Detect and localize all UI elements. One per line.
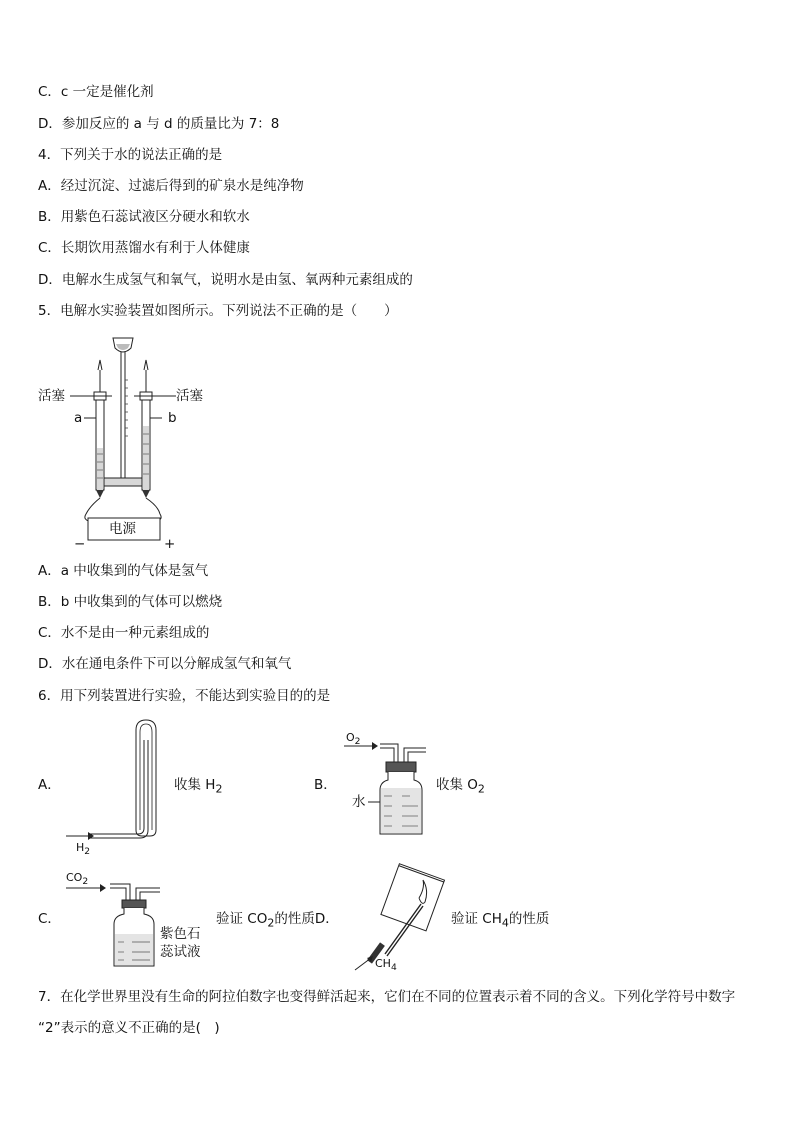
option-b-caption: 收集 $O_2$ — [436, 777, 485, 796]
question-7-line2: “2”表示的意义不正确的是( ) — [38, 1020, 220, 1036]
positive-terminal: + — [164, 536, 176, 552]
option-4d: D．电解水生成氢气和氧气，说明水是由氢、氧两种元素组成的 — [38, 272, 413, 288]
option-5a: A．a 中收集到的气体是氢气 — [38, 563, 209, 579]
apparatus-c — [30, 866, 360, 976]
option-a-caption: 收集 $H_2$ — [174, 777, 223, 796]
option-5d: D．水在通电条件下可以分解成氢气和氧气 — [38, 656, 292, 672]
water-label: 水 — [352, 794, 366, 810]
stopcock-label-left: 活塞 — [38, 388, 65, 404]
option-4a: A．经过沉淀、过滤后得到的矿泉水是纯净物 — [38, 178, 304, 194]
apparatus-d — [345, 858, 575, 978]
litmus-label-line2: 蕊试液 — [160, 944, 201, 960]
apparatus-b — [310, 728, 510, 848]
option-5c: C．水不是由一种元素组成的 — [38, 625, 210, 641]
tube-b-label: b — [168, 410, 177, 426]
option-c-letter: C． — [38, 911, 61, 927]
option-c-caption: 验证 $CO_2$的性质D． — [216, 911, 339, 930]
option-3c: C．c 一定是催化剂 — [38, 84, 154, 100]
option-4b: B．用紫色石蕊试液区分硬水和软水 — [38, 209, 250, 225]
o2-gas-label: $O_2$ — [346, 731, 361, 748]
option-b-letter: B． — [314, 777, 337, 793]
option-4c: C．长期饮用蒸馏水有利于人体健康 — [38, 240, 250, 256]
electrolysis-apparatus-drawing — [30, 330, 220, 550]
stopcock-label-right: 活塞 — [176, 388, 203, 404]
litmus-label-line1: 紫色石 — [160, 926, 201, 942]
electrolysis-apparatus-figure — [30, 330, 220, 550]
option-3d: D．参加反应的 a 与 d 的质量比为 7：8 — [38, 116, 280, 132]
option-d-caption: 验证 $CH_4$的性质 — [451, 911, 550, 930]
ch4-gas-label: $CH_4$ — [375, 957, 397, 974]
apparatus-a — [30, 710, 290, 860]
question-5: 5．电解水实验装置如图所示。下列说法不正确的是（ ） — [38, 303, 398, 319]
tube-a-label: a — [74, 410, 83, 426]
option-a-letter: A． — [38, 777, 61, 793]
negative-terminal: − — [74, 536, 86, 552]
question-6: 6．用下列装置进行实验，不能达到实验目的的是 — [38, 688, 331, 704]
beaker-flame-drawing — [345, 858, 465, 978]
question-7-line1: 7．在化学世界里没有生命的阿拉伯数字也变得鲜活起来，它们在不同的位置表示着不同的含义。下列化学符号中数字 — [38, 989, 736, 1005]
h2-gas-label: $H_2$ — [76, 841, 91, 858]
power-supply-label: 电源 — [109, 521, 136, 537]
co2-gas-label: $CO_2$ — [66, 871, 89, 888]
option-5b: B．b 中收集到的气体可以燃烧 — [38, 594, 223, 610]
question-4: 4．下列关于水的说法正确的是 — [38, 147, 223, 163]
